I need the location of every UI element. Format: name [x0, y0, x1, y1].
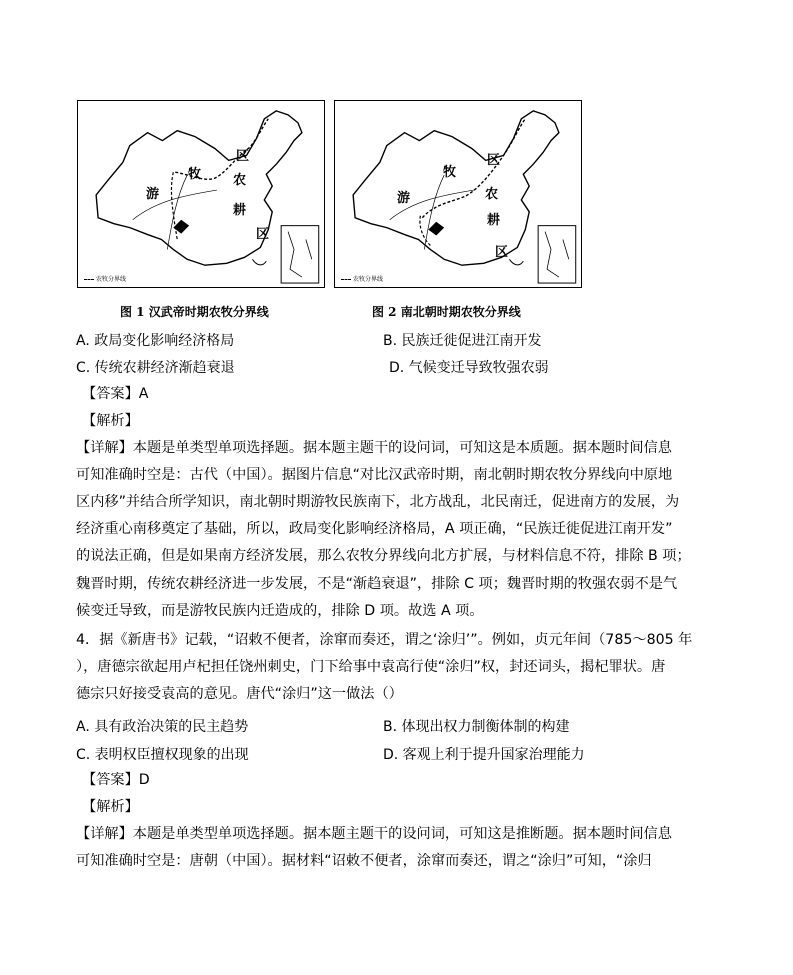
map-label-geng: 耕	[233, 203, 247, 218]
q4-option-a: A. 具有政治决策的民主趋势	[76, 719, 249, 735]
map-label-mu: 牧	[443, 165, 457, 180]
q3-answer: 【答案】A	[82, 386, 149, 402]
q4-option-d: D. 客观上利于提升国家治理能力	[383, 747, 585, 763]
q3-detail-line: 经济重心南移奠定了基础，所以，政局变化影响经济格局，A 项正确，“民族迁徙促进江南开发”	[76, 521, 673, 537]
figure-1-caption: 图 1 汉武帝时期农牧分界线	[120, 305, 269, 319]
q3-option-b: B. 民族迁徙促进江南开发	[383, 333, 542, 349]
q4-answer: 【答案】D	[82, 772, 150, 788]
q3-option-a: A. 政局变化影响经济格局	[76, 333, 235, 349]
q4-stem-line: ），唐德宗欲起用卢杞担任饶州刺史，门下给事中袁高行使“涂归”权，封还词头，揭杞罪状。唐	[76, 659, 666, 675]
map-figure-2	[334, 100, 582, 288]
q3-option-c: C. 传统农耕经济渐趋衰退	[76, 360, 235, 376]
q4-detail-line: 可知准确时空是：唐朝（中国）。据材料“诏敕不便者，涂窜而奏还，谓之“涂归”可知，“涂归	[76, 853, 652, 869]
q3-detail-line: 【详解】本题是单类型单项选择题。据本题主题干的设问词，可知这是本质题。据本题时间信息	[76, 440, 672, 456]
q4-stem-line: 4．据《新唐书》记载，“诏敕不便者，涂窜而奏还，谓之‘涂归’”。例如，贞元年间（785～805 年	[76, 632, 693, 648]
q4-option-b: B. 体现出权力制衡体制的构建	[383, 719, 570, 735]
map-label-nong: 农	[485, 187, 499, 202]
map-legend: 农牧分界线	[341, 274, 383, 283]
q4-option-c: C. 表明权臣擅权现象的出现	[76, 747, 249, 763]
q3-analysis-heading: 【解析】	[82, 413, 139, 429]
q4-analysis-heading: 【解析】	[82, 799, 139, 815]
q3-detail-line: 的说法正确，但是如果南方经济发展，那么农牧分界线向北方扩展，与材料信息不符，排除 B 项；	[76, 548, 691, 564]
map-label-mu: 牧	[188, 167, 202, 182]
map-label-geng: 耕	[487, 213, 501, 228]
map-legend: 农牧分界线	[84, 274, 126, 283]
map-figure-1	[77, 100, 325, 288]
map-label-qu-bottom: 区	[256, 227, 270, 242]
q4-stem-line: 德宗只好接受袁高的意见。唐代“涂归”这一做法（）	[76, 686, 403, 702]
q3-detail-line: 魏晋时期，传统农耕经济进一步发展，不是“渐趋衰退”，排除 C 项；魏晋时期的牧强农弱不是气	[76, 576, 678, 592]
q4-detail-line: 【详解】本题是单类型单项选择题。据本题主题干的设问词，可知这是推断题。据本题时间信息	[76, 826, 672, 842]
map-label-you: 游	[146, 187, 160, 202]
q3-detail-line: 区内移”并结合所学知识，南北朝时期游牧民族南下，北方战乱，北民南迁，促进南方的发展，为	[76, 494, 680, 510]
map-label-qu-top: 区	[487, 153, 501, 168]
q3-option-d: D. 气候变迁导致牧强农弱	[389, 360, 549, 376]
q3-detail-line: 可知准确时空是：古代（中国）。据图片信息“对比汉武帝时期，南北朝时期农牧分界线向中原地	[76, 467, 673, 483]
map-label-qu-bottom: 区	[495, 245, 509, 260]
china-map-2	[335, 101, 581, 287]
q3-detail-line: 候变迁导致，而是游牧民族内迁造成的，排除 D 项。故选 A 项。	[76, 603, 484, 619]
china-map-1	[78, 101, 324, 287]
map-label-qu-top: 区	[236, 149, 250, 164]
map-label-you: 游	[397, 191, 411, 206]
map-label-nong: 农	[233, 173, 247, 188]
figure-2-caption: 图 2 南北朝时期农牧分界线	[372, 305, 521, 319]
